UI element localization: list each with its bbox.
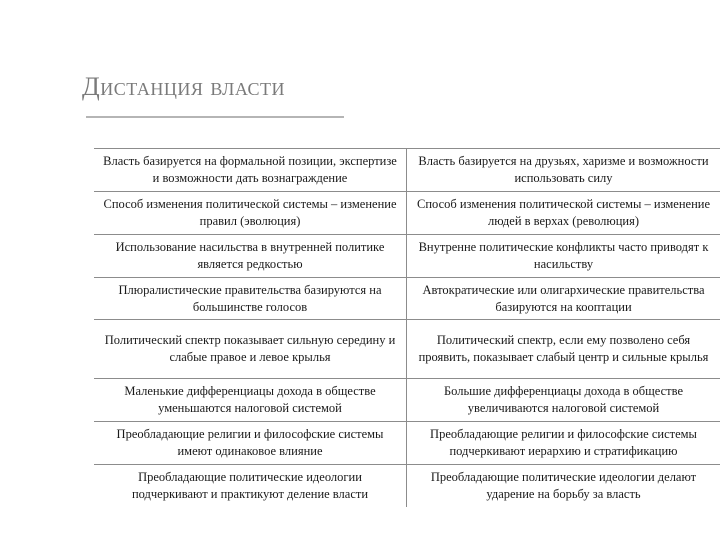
comparison-table	[94, 148, 720, 507]
table-row	[94, 235, 720, 278]
table-cell-right: Преобладающие политические идеологии делают ударение на борьбу за власть	[430, 470, 697, 501]
table-row	[94, 465, 720, 507]
table-row	[94, 422, 720, 465]
table-cell-left: Преобладающие политические идеологии подчеркивают и практикуют деление власти	[94, 465, 407, 507]
table-cell-left: Власть базируется на формальной позиции, экспертизе и возможности дать вознаграждение	[94, 149, 407, 191]
page-title: Дистанция власти	[82, 72, 285, 101]
table-row	[94, 320, 720, 379]
table-cell-right: Политический спектр, если ему позволено себя проявить, показывает слабый центр и сильные крылья	[418, 333, 709, 364]
table-cell-left: Маленькие дифференциацы дохода в обществе уменьшаются налоговой системой	[94, 379, 407, 421]
table-row	[94, 278, 720, 320]
table-cell-right: Преобладающие религии и философские системы подчеркивают иерархию и стратификацию	[430, 427, 697, 458]
table-cell-left: Преобладающие религии и философские системы имеют одинаковое влияние	[94, 422, 407, 464]
table-cell-right: Внутренне политические конфликты часто приводят к насильству	[418, 240, 709, 271]
table-cell-right: Автократические или олигархические правительства базируются на кооптации	[422, 282, 705, 314]
table-cell-left: Плюралистические правительства базируются на большинстве голосов	[94, 278, 407, 319]
table-row	[94, 379, 720, 422]
table-row	[94, 148, 720, 192]
table-cell-left: Способ изменения политической системы – изменение правил (эволюция)	[94, 192, 407, 234]
table-cell-right: Способ изменения политической системы – изменение людей в верхах (революция)	[417, 197, 710, 228]
table-cell-left: Политический спектр показывает сильную середину и слабые правое и левое крылья	[94, 320, 407, 378]
title-underline	[86, 116, 344, 118]
table-cell-left: Использование насильства в внутренней политике является редкостью	[94, 235, 407, 277]
table-cell-right: Большие дифференциацы дохода в обществе увеличиваются налоговой системой	[443, 384, 684, 415]
table-row	[94, 192, 720, 235]
table-cell-right: Власть базируется на друзьях, харизме и возможности использовать силу	[418, 154, 709, 185]
